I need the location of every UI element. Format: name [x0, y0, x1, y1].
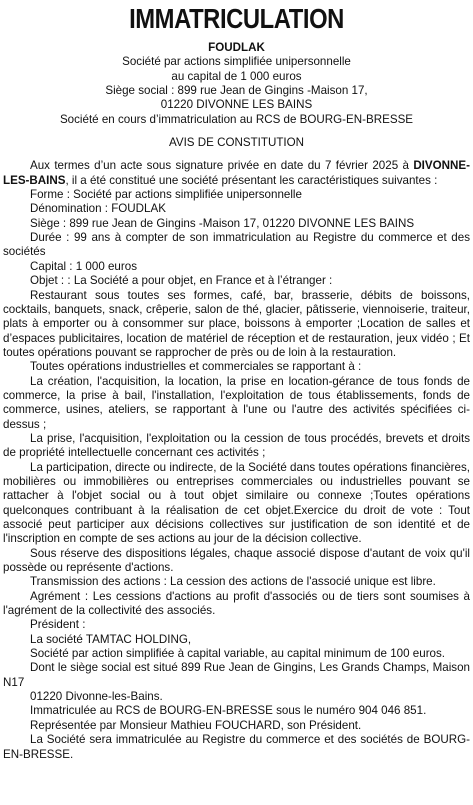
paragraph-operations: Toutes opérations industrielles et commerciales se rapportant à :: [30, 360, 362, 374]
paragraph-form: Forme : Société par actions simplifiée unipersonnelle: [30, 188, 302, 202]
intro-text: Aux termes d’un acte sous signature privée en date du 7 février 2025 à: [30, 159, 414, 173]
paragraph-seat: Siège : 899 rue Jean de Gingins -Maison 17, 01220 DIVONNE LES BAINS: [30, 216, 415, 230]
paragraph-participation: La participation, directe ou indirecte, de la Société dans toutes opérations financières, mobilières ou immobilières ou entreprises commerciales ou industrielles pouvant se rattacher à l'objet social ou à tout objet similaire ou connexe ;Toutes opérations quelconques contribuant à la réalisation de cet objet.Exercice du droit de vote : Tout associé peut participer aux décisions collectives sur justification de son identité et de l'inscription en compte de ses actions au jour de la décision collective.: [3, 460, 470, 546]
paragraph-creation: La création, l'acquisition, la location, la prise en location-gérance de tous fonds de commerce, la prise à bail, l'installation, l'exploitation de tous établissements, fonds de commerce, usines, ateliers, se rapportant à l'une ou l'autre des activités spécifiées ci-dessus ;: [3, 374, 470, 431]
paragraph-capital: Capital : 1 000 euros: [30, 259, 137, 273]
paragraph-president-label: Président :: [30, 618, 86, 632]
paragraph-patents: La prise, l'acquisition, l'exploitation ou la cession de tous procédés, brevets et droits de propriété intellectuelle concernant ces activités ;: [3, 431, 470, 460]
paragraph-denomination: Dénomination : FOUDLAK: [30, 202, 166, 216]
paragraph-president-name: La société TAMTAC HOLDING,: [30, 632, 192, 646]
company-registration: Société en cours d’immatriculation au RCS de BOURG-EN-BRESSE: [59, 112, 414, 126]
company-name: FOUDLAK: [208, 41, 265, 54]
company-city: 01220 DIVONNE LES BAINS: [160, 98, 313, 112]
paragraph-votes: Sous réserve des dispositions légales, chaque associé dispose d'autant de voix qu'il possède ou représente d'actions.: [3, 546, 470, 575]
paragraph-president-city: 01220 Divonne-les-Bains.: [30, 690, 163, 704]
company-address: Siège social : 899 rue Jean de Gingins -Maison 17,: [105, 84, 368, 98]
intro-text-end: , il a été constitué une société présentant les caractéristiques suivantes :: [65, 173, 438, 187]
paragraph-duration: Durée : 99 ans à compter de son immatriculation au Registre du commerce et des sociétés: [3, 231, 470, 259]
intro-place: DIVONNE-LES-BAINS: [3, 159, 470, 187]
company-capital: au capital de 1 000 euros: [171, 69, 302, 83]
company-form: Société par actions simplifiée unipersonnelle: [122, 55, 351, 69]
paragraph-object-restaurant: Restaurant sous toutes ses formes, café, bar, brasserie, débits de boissons, cocktails, banquets, snack, crêperie, salon de thé, glacier, pâtisserie, viennoiserie, traiteur, plats à emporter ou à consommer sur place, boissons à emporter ;Location de salles et d’espaces publicitaires, location de matériel de réception et de restauration, jeux vidéo ; Et toutes opérations pouvant se rapprocher de près ou de loin à la restauration.: [3, 288, 470, 359]
paragraph-president-representative: Représentée par Monsieur Mathieu FOUCHARD, son Président.: [30, 718, 362, 732]
paragraph-object-title: Objet : : La Société a pour objet, en France et à l’étranger :: [30, 274, 333, 288]
notice-heading: AVIS DE CONSTITUTION: [168, 136, 305, 150]
paragraph-president-rcs: Immatriculée au RCS de BOURG-EN-BRESSE sous le numéro 904 046 851.: [30, 704, 427, 718]
paragraph-registration: La Société sera immatriculée au Registre du commerce et des sociétés de BOURG-EN-BRESSE.: [3, 733, 470, 761]
paragraph-transfer: Transmission des actions : La cession des actions de l'associé unique est libre.: [30, 575, 436, 589]
notice-title: IMMATRICULATION: [129, 3, 344, 34]
paragraph-president-seat: Dont le siège social est situé 899 Rue Jean de Gingins, Les Grands Champs, Maison N17: [3, 661, 470, 689]
paragraph-approval: Agrément : Les cessions d'actions au profit d'associés ou de tiers sont soumises à l'agrément de la collectivité des associés.: [3, 589, 470, 618]
paragraph-president-form: Société par action simplifiée à capital variable, au capital minimum de 100 euros.: [30, 647, 446, 661]
intro-paragraph: [3, 159, 470, 188]
